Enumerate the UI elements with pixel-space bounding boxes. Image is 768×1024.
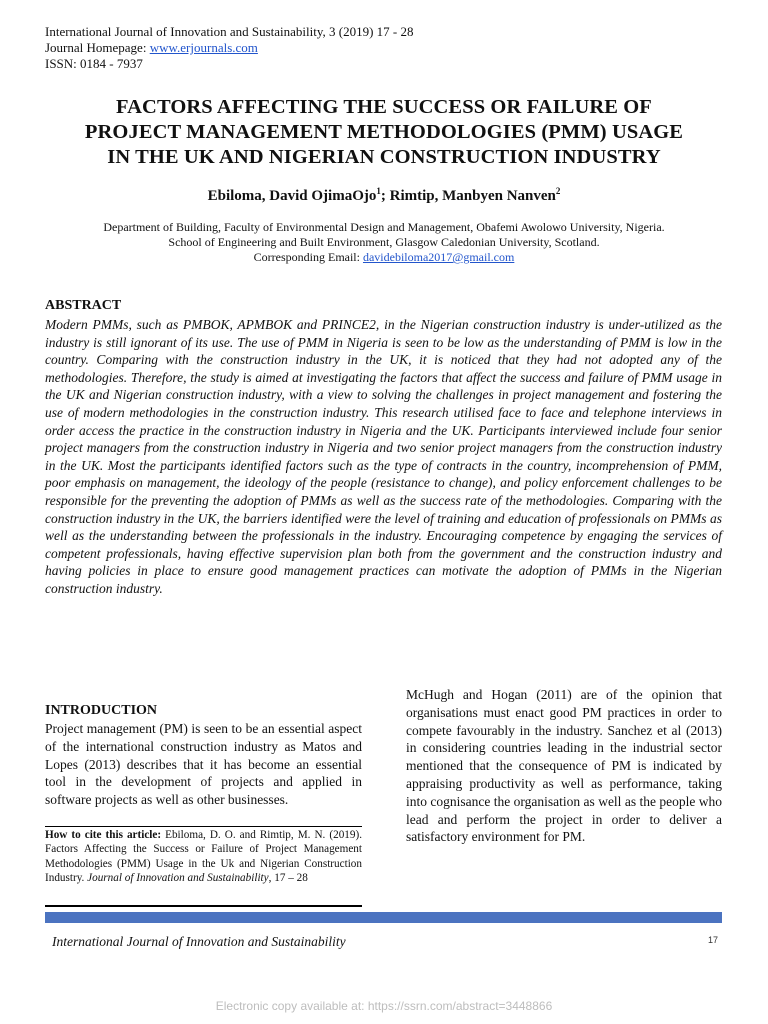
author-1-affiliation-mark: 1 bbox=[376, 186, 381, 196]
footer-journal-name: International Journal of Innovation and Sustainability bbox=[52, 934, 346, 949]
author-2-affiliation-mark: 2 bbox=[555, 186, 561, 196]
title-line-3: IN THE UK AND NIGERIAN CONSTRUCTION INDUSTRY bbox=[107, 146, 661, 168]
citation-text: Ebiloma, D. O. and Rimtip, M. N. (2019). Factors Affecting the Success or Failure of Project Management Methodologies (PMM) Usage in the Uk and Nigerian Construction Industry. bbox=[45, 829, 362, 885]
corresponding-email-line bbox=[30, 250, 738, 265]
citation-journal: Journal of Innovation and Sustainability bbox=[87, 872, 269, 885]
author-separator: ; bbox=[380, 188, 390, 204]
homepage-link[interactable]: www.erjournals.com bbox=[149, 40, 258, 55]
footer-color-bar bbox=[45, 912, 722, 923]
author-2: Rimtip, Manbyen Nanven bbox=[389, 188, 556, 204]
email-link[interactable]: davidebiloma2017@gmail.com bbox=[362, 250, 515, 264]
email-label: Corresponding Email: bbox=[253, 250, 363, 264]
journal-homepage-line bbox=[45, 40, 414, 56]
citation-top-rule bbox=[45, 826, 362, 827]
paper-title bbox=[30, 95, 738, 170]
right-column-body: McHugh and Hogan (2011) are of the opinion that organisations must enact good PM practices in order to compete favourably in the industry. Sanchez et al (2013) in considering countries leading in the industrial sector mentioned that the consequence of PM is indicated by appraising productivity as well as performance, taking into cognisance the organisation as well as the people who lead and perform the project in order to deliver a satisfactory environment for PM. bbox=[406, 687, 722, 845]
affiliation-2: School of Engineering and Built Environment, Glasgow Caledonian University, Scotland. bbox=[168, 235, 600, 249]
introduction-heading: INTRODUCTION bbox=[45, 703, 158, 718]
author-1: Ebiloma, David OjimaOjo bbox=[207, 188, 377, 204]
citation-pages: , 17 – 28 bbox=[268, 872, 308, 885]
citation-box bbox=[45, 828, 362, 886]
affiliations bbox=[30, 220, 738, 265]
journal-header bbox=[45, 24, 414, 72]
homepage-label: Journal Homepage: bbox=[45, 40, 150, 55]
page-number: 17 bbox=[707, 935, 718, 945]
abstract-body: Modern PMMs, such as PMBOK, APMBOK and PRINCE2, in the Nigerian construction industry is under-utilized as the industry is still ignorant of its use. The use of PMM in Nigeria is seen to be low as the understanding of PMM is low in the country. Comparing with the construction industry in the UK, it is noticed that they had not adopted any of the methodologies. Therefore, the study is aimed at investigating the factors that affect the success and failure of PMM usage in the UK and Nigerian construction industry, with a view to solving the challenges in project management and fostering the use of modern methodologies in the construction industry. This research utilised face to face and telephone interviews in order access the practice in the construction industry in Nigeria and the UK. Participants interviewed include four senior project managers from the construction industry in Nigeria and two senior project managers from the construction industry in the UK. Most the participants identified factors such as the type of contracts in the country, incomprehension of PMM, poor emphasis on management, the ideology of the people (resistance to change), and policy enforcement challenges to be responsible for the preventing the adoption of PMMs as well as the success rate of the methodologies. Comparing with the construction industry in the UK, the barriers identified were the level of training and education of professionals on PMMs as well as the understanding between the professionals in the industry. Encouraging competence by engaging the services of competent professionals, having effective supervision plan both from the government and the construction industry and having policies in place to ensure good management practices can motivate the adoption of PMMs in the Nigerian construction industry. bbox=[45, 317, 722, 596]
citation-label: How to cite this article: bbox=[45, 829, 162, 841]
journal-citation-line: International Journal of Innovation and Sustainability, 3 (2019) 17 - 28 bbox=[45, 24, 414, 39]
ssrn-availability-note: Electronic copy available at: https://ssrn.com/abstract=3448866 bbox=[215, 999, 553, 1013]
affiliation-1: Department of Building, Faculty of Environmental Design and Management, Obafemi Awolowo University, Nigeria. bbox=[103, 220, 665, 234]
abstract-heading: ABSTRACT bbox=[45, 298, 122, 313]
title-line-2: PROJECT MANAGEMENT METHODOLOGIES (PMM) USAGE bbox=[84, 121, 684, 143]
title-line-1: FACTORS AFFECTING THE SUCCESS OR FAILURE OF bbox=[116, 96, 652, 118]
author-list bbox=[30, 186, 738, 205]
issn-line: ISSN: 0184 - 7937 bbox=[45, 56, 143, 71]
citation-bottom-rule bbox=[45, 905, 362, 907]
introduction-body: Project management (PM) is seen to be an essential aspect of the international construction industry as Matos and Lopes (2013) describes that it has become an essential tool in the development of projects and applied in software projects as well as other businesses. bbox=[45, 721, 362, 808]
